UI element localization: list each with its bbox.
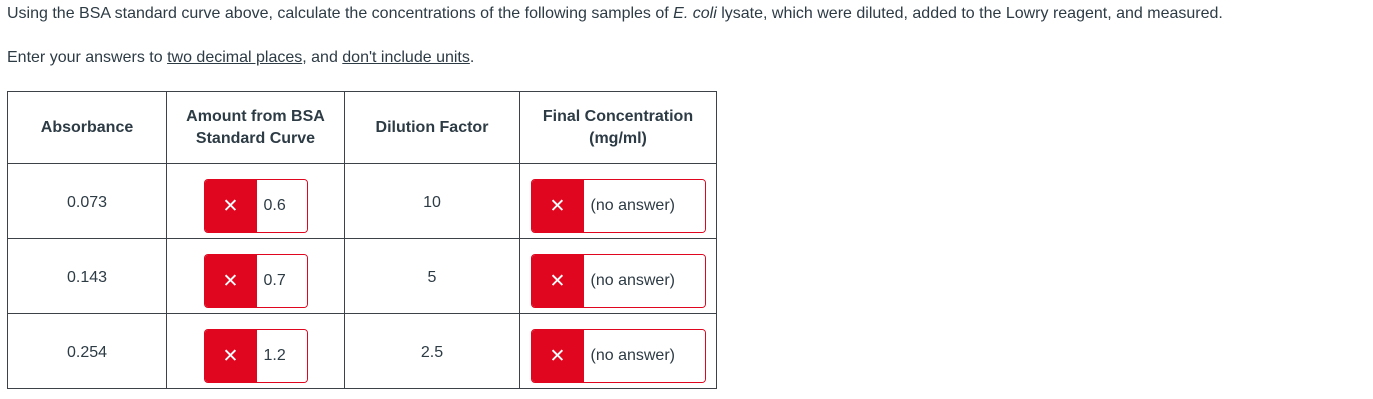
instructions-text-1: Enter your answers to — [7, 49, 168, 66]
prompt-text-end: lysate, which were diluted, added to the Lowry reagent, and measured. — [716, 5, 1223, 22]
final-answer-value[interactable]: (no answer) — [584, 180, 705, 232]
amount-cell — [167, 314, 345, 389]
dilution-value: 10 — [423, 194, 441, 211]
incorrect-icon: ✕ — [532, 330, 584, 382]
prompt-organism: E. coli — [673, 5, 717, 22]
absorbance-cell — [8, 164, 167, 239]
table-row — [8, 164, 717, 239]
dilution-cell — [345, 239, 520, 314]
incorrect-icon: ✕ — [205, 330, 257, 382]
prompt-text-start: Using the BSA standard curve above, calculate the concentrations of the following samples of — [7, 5, 674, 22]
answer-instructions — [7, 48, 474, 68]
header-amount-from-bsa: Amount from BSA Standard Curve — [167, 92, 345, 164]
header-final-concentration: Final Concentration (mg/ml) — [520, 92, 717, 164]
dilution-value: 5 — [427, 269, 437, 286]
incorrect-icon: ✕ — [532, 180, 584, 232]
final-answer-field[interactable] — [531, 329, 706, 383]
absorbance-value: 0.073 — [66, 194, 108, 211]
instructions-text-2: , and — [302, 49, 343, 66]
final-answer-value[interactable]: (no answer) — [584, 255, 705, 307]
incorrect-icon: ✕ — [532, 255, 584, 307]
amount-answer-field[interactable] — [204, 254, 308, 308]
dilution-cell — [345, 314, 520, 389]
absorbance-value: 0.143 — [66, 269, 108, 286]
absorbance-cell — [8, 314, 167, 389]
dilution-cell — [345, 164, 520, 239]
header-dilution-factor: Dilution Factor — [345, 92, 520, 164]
amount-answer-value[interactable]: 1.2 — [257, 330, 307, 382]
amount-answer-field[interactable] — [204, 329, 308, 383]
table-header-row — [8, 92, 717, 164]
amount-cell — [167, 239, 345, 314]
answer-table — [7, 91, 717, 389]
instruction-decimal-places: two decimal places — [167, 49, 303, 66]
instruction-no-units: don't include units — [342, 49, 470, 66]
incorrect-icon: ✕ — [205, 180, 257, 232]
amount-answer-field[interactable] — [204, 179, 308, 233]
final-answer-value[interactable]: (no answer) — [584, 330, 705, 382]
incorrect-icon: ✕ — [205, 255, 257, 307]
absorbance-value: 0.254 — [66, 344, 108, 361]
table-row — [8, 314, 717, 389]
final-cell — [520, 239, 717, 314]
absorbance-cell — [8, 239, 167, 314]
question-prompt — [7, 4, 1223, 24]
final-cell — [520, 164, 717, 239]
final-cell — [520, 314, 717, 389]
amount-cell — [167, 164, 345, 239]
header-absorbance: Absorbance — [8, 92, 167, 164]
final-answer-field[interactable] — [531, 254, 706, 308]
dilution-value: 2.5 — [420, 344, 444, 361]
final-answer-field[interactable] — [531, 179, 706, 233]
amount-answer-value[interactable]: 0.7 — [257, 255, 307, 307]
instructions-text-3: . — [469, 49, 475, 66]
amount-answer-value[interactable]: 0.6 — [257, 180, 307, 232]
table-row — [8, 239, 717, 314]
